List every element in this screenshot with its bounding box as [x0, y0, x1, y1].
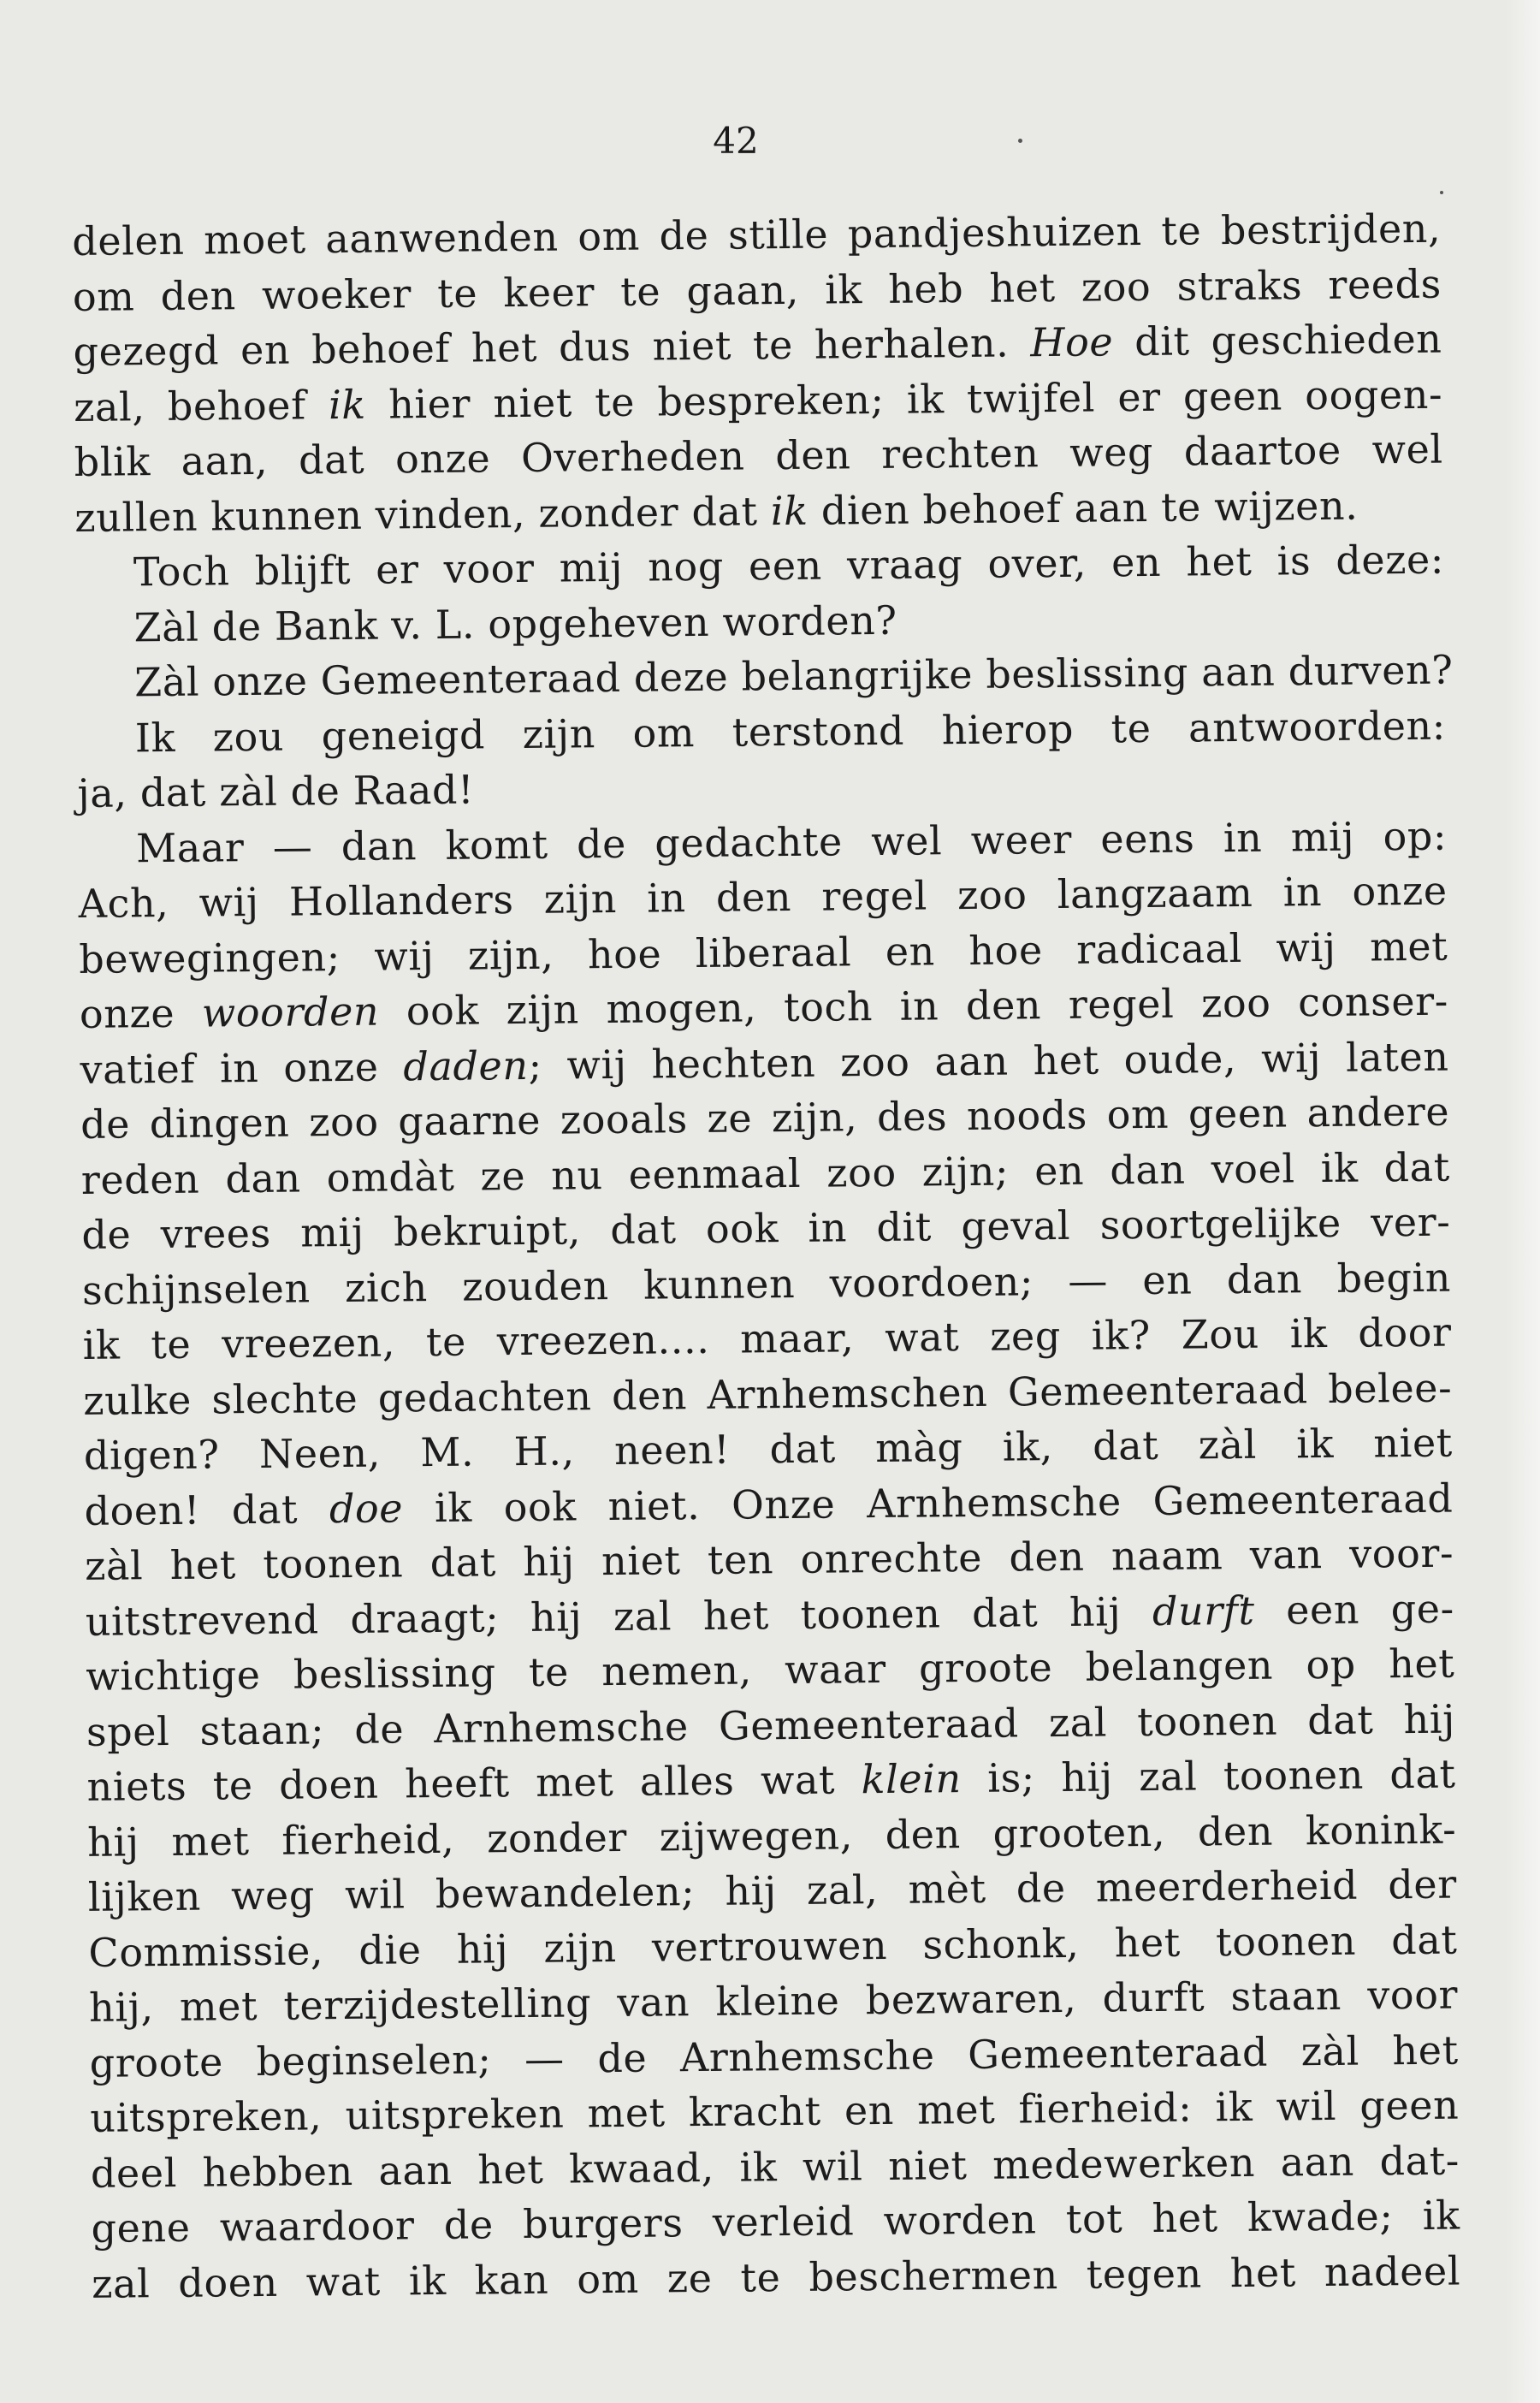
text-line: uitstrevend draagt; hij zal het toonen dat hij durft een ge- — [85, 1585, 1454, 1645]
text-line: Commissie, die hij zijn vertrouwen schonk, het toonen dat — [88, 1916, 1458, 1976]
text-line: zal, behoef ik hier niet te bespreken; ik twijfel er geen oogen- — [73, 371, 1443, 430]
text-line: blik aan, dat onze Overheden den rechten weg daartoe wel — [74, 425, 1443, 485]
body-text — [72, 201, 1460, 2311]
text-line: Zàl onze Gemeenteraad deze belangrijke beslissing aan durven? — [133, 646, 1454, 706]
text-line: spel staan; de Arnhemsche Gemeenteraad zal toonen dat hij — [86, 1695, 1456, 1755]
text-line: Ik zou geneigd zijn om terstond hierop te antwoorden: — [134, 702, 1447, 761]
italic-word: woorden — [201, 988, 380, 1036]
text-line: Toch blijft er voor mij nog een vraag over, en het is deze: — [133, 536, 1445, 596]
text-line: doen! dat doe ik ook niet. Onze Arnhemsche Gemeenteraad — [84, 1474, 1454, 1534]
text-line: ja, dat zàl de Raad! — [77, 766, 475, 816]
text-line: niets te doen heeft met alles wat klein is; hij zal toonen dat — [86, 1750, 1456, 1810]
text-line: lijken weg wil bewandelen; hij zal, mèt de meerderheid der — [87, 1860, 1458, 1920]
text-line: reden dan omdàt ze nu eenmaal zoo zijn; en dan voel ik dat — [80, 1143, 1451, 1203]
text-line: Ach, wij Hollanders zijn in den regel zoo langzaam in onze — [78, 867, 1448, 927]
text-line: zulke slechte gedachten den Arnhemschen Gemeenteraad belee- — [83, 1364, 1453, 1424]
print-speck — [1440, 191, 1443, 194]
page-number: 42 — [713, 120, 759, 162]
italic-word: Hoe — [1030, 318, 1114, 366]
text-line: om den woeker te keer te gaan, ik heb het zoo straks reeds — [72, 260, 1442, 320]
text-line: deel hebben aan het kwaad, ik wil niet medewerken aan dat- — [90, 2137, 1460, 2197]
italic-word: klein — [861, 1755, 962, 1803]
text-line: hij met fierheid, zonder zijwegen, den grooten, den konink- — [87, 1806, 1457, 1866]
text-line: de dingen zoo gaarne zooals ze zijn, des noods om geen andere — [80, 1088, 1450, 1148]
text-line: gene waardoor de burgers verleid worden tot het kwade; ik — [91, 2192, 1460, 2252]
text-line: onze woorden ook zijn mogen, toch in den regel zoo conser- — [79, 977, 1449, 1037]
text-line: zal doen wat ik kan om ze te beschermen tegen het nadeel — [91, 2247, 1461, 2307]
italic-word: daden — [403, 1041, 529, 1089]
italic-word: ik — [770, 487, 808, 534]
text-line: Maar — dan komt de gedachte wel weer eens in mij op: — [135, 812, 1448, 871]
text-line: de vrees mij bekruipt, dat ook in dit geval soortgelijke ver- — [81, 1198, 1451, 1258]
page-edge — [1506, 0, 1540, 2403]
text-line: Zàl de Bank v. L. opgeheven worden? — [133, 596, 897, 650]
text-line: zàl het toonen dat hij niet ten onrechte den naam van voor- — [84, 1529, 1454, 1589]
text-line: groote beginselen; — de Arnhemsche Gemeenteraad zàl het — [89, 2026, 1459, 2086]
text-line: vatief in onze daden; wij hechten zoo aan het oude, wij laten — [80, 1033, 1449, 1093]
text-line: bewegingen; wij zijn, hoe liberaal en hoe radicaal wij met — [79, 923, 1448, 982]
text-line: delen moet aanwenden om de stille pandjeshuizen te bestrijden, — [72, 205, 1442, 264]
text-line: digen? Neen, M. H., neen! dat màg ik, dat zàl ik niet — [83, 1419, 1454, 1479]
text-line: wichtige beslissing te nemen, waar groote belangen op het — [86, 1640, 1455, 1700]
italic-word: ik — [328, 381, 367, 428]
italic-word: durft — [1152, 1587, 1255, 1635]
text-line: gezegd en behoef het dus niet te herhalen. Hoe dit geschieden — [73, 315, 1442, 375]
text-line: zullen kunnen vinden, zonder dat ik dien behoef aan te wijzen. — [74, 482, 1359, 541]
print-speck — [1018, 139, 1022, 143]
text-line: hij, met terzijdestelling van kleine bezwaren, durft staan voor — [88, 1971, 1459, 2031]
text-line: uitspreken, uitspreken met kracht en met fierheid: ik wil geen — [90, 2081, 1460, 2141]
text-line: schijnselen zich zouden kunnen voordoen; — en dan begin — [81, 1254, 1452, 1314]
italic-word: doe — [329, 1484, 404, 1532]
text-line: ik te vreezen, te vreezen.... maar, wat zeg ik? Zou ik door — [82, 1308, 1452, 1368]
